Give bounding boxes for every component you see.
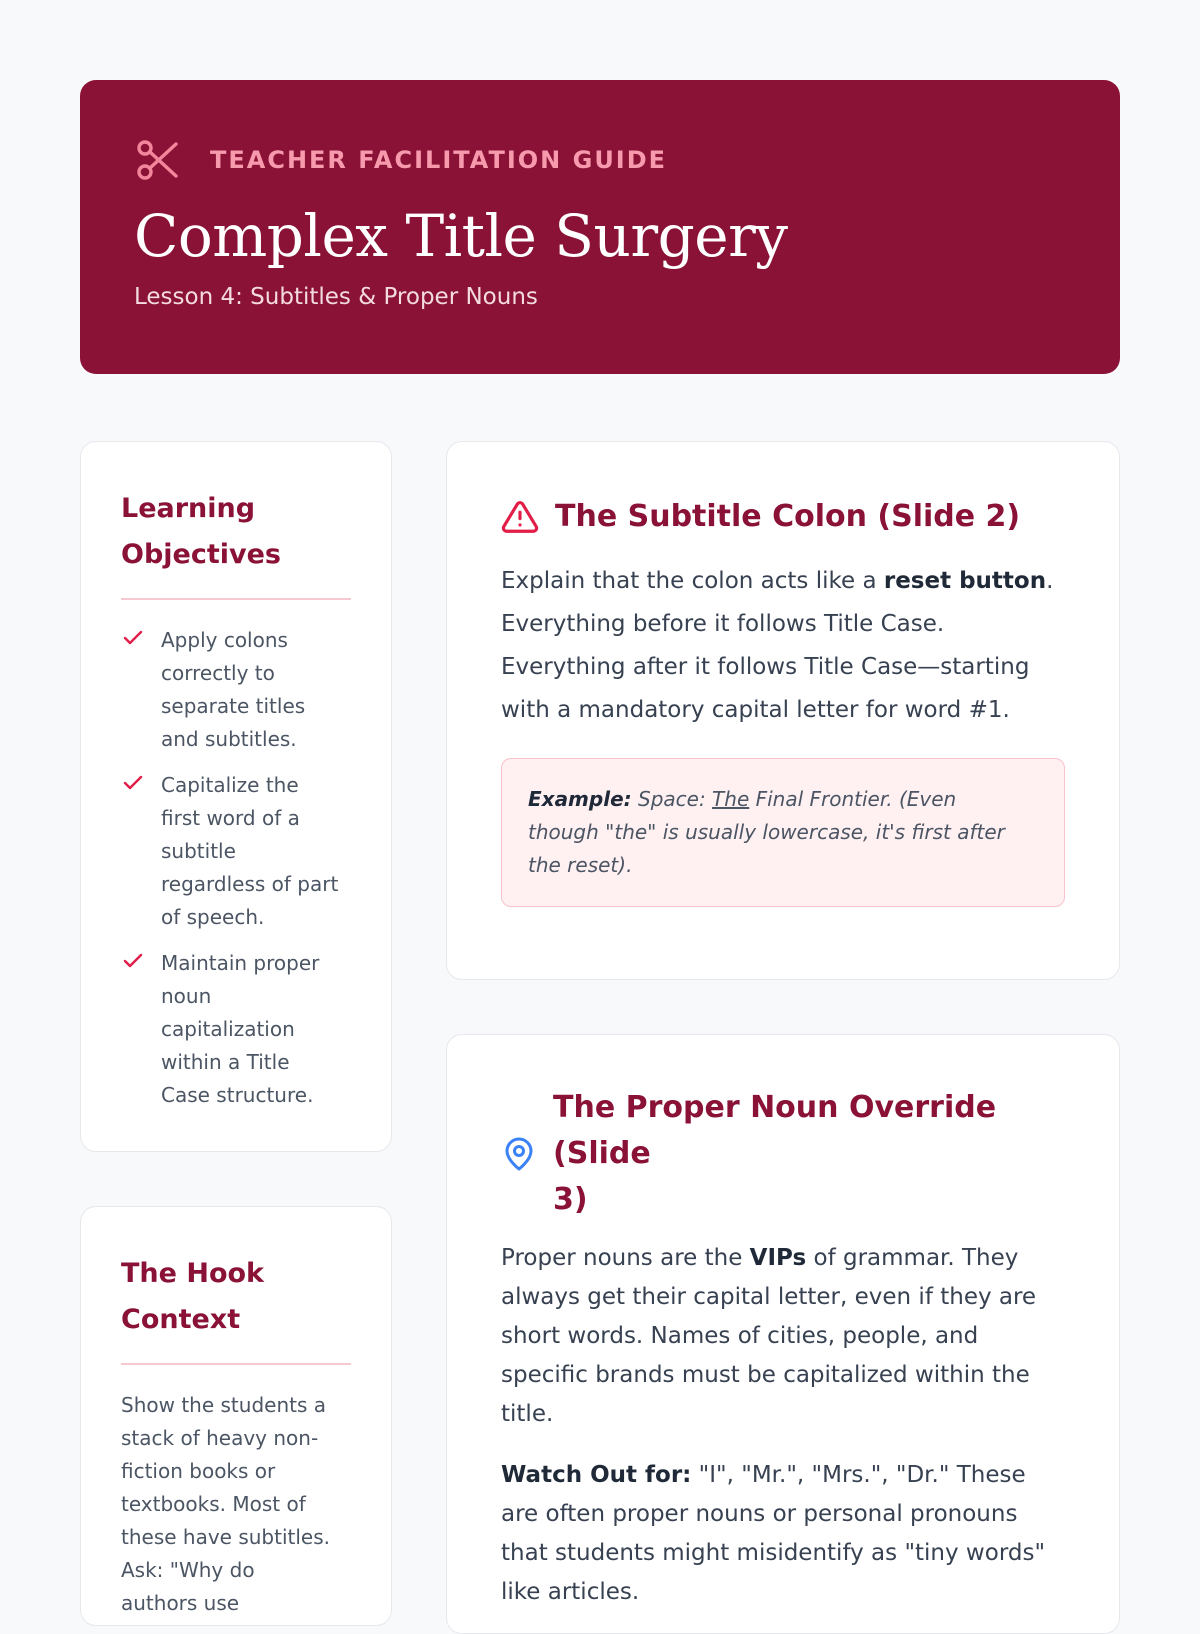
list-item: Maintain proper noun capitalization within a Title Case structure. (121, 947, 351, 1112)
hook-text: Show the students a stack of heavy non- fiction books or textbooks. Most of these have subtitles. Ask: "Why do authors use (121, 1392, 331, 1615)
check-icon (121, 949, 145, 973)
eyebrow-label: TEACHER FACILITATION GUIDE (210, 146, 668, 174)
objectives-list (121, 624, 351, 1112)
colon-explanation: Explain that the colon acts like a reset button. Everything before it follows Title Case. Everything after it follows Title Case—starting with a mandatory capital letter for word #1. (501, 568, 1054, 723)
guide-header (80, 80, 1120, 374)
proper-noun-header (501, 1085, 1065, 1223)
eyebrow (134, 136, 667, 184)
colon-header (501, 494, 1065, 540)
scissors-icon (134, 136, 182, 184)
hook-title: The Hook Context (121, 1258, 265, 1335)
hook-divider (121, 1363, 351, 1365)
objectives-title: Learning Objectives (121, 493, 281, 570)
page-title: Complex Title Surgery (134, 202, 788, 270)
list-item: Capitalize the first word of a subtitle regardless of part of speech. (121, 769, 351, 934)
check-icon (121, 771, 145, 795)
proper-noun-title: The Proper Noun Override (Slide 3) (553, 1090, 997, 1217)
page-subtitle: Lesson 4: Subtitles & Proper Nouns (134, 284, 538, 310)
hook-card (80, 1206, 392, 1626)
colon-title: The Subtitle Colon (Slide 2) (555, 499, 1021, 534)
check-icon (121, 626, 145, 650)
objectives-card (80, 441, 392, 1152)
colon-example-box: Example: Space: The Final Frontier. (Even though "the" is usually lowercase, it's first after the reset). (501, 758, 1065, 907)
proper-noun-card (446, 1034, 1120, 1634)
list-item: Apply colons correctly to separate titles and subtitles. (121, 624, 351, 756)
proper-noun-watch-out: Watch Out for: "I", "Mr.", "Mrs.", "Dr." These are often proper nouns or personal pronouns that students might misidentify as "tiny words" like articles. (501, 1462, 1046, 1605)
map-pin-icon (501, 1134, 537, 1174)
proper-noun-explanation: Proper nouns are the VIPs of grammar. They always get their capital letter, even if they are short words. Names of cities, people, and specific brands must be capitalized within the title. (501, 1245, 1037, 1427)
objectives-divider (121, 598, 351, 600)
warning-triangle-icon (501, 498, 539, 536)
colon-card (446, 441, 1120, 980)
